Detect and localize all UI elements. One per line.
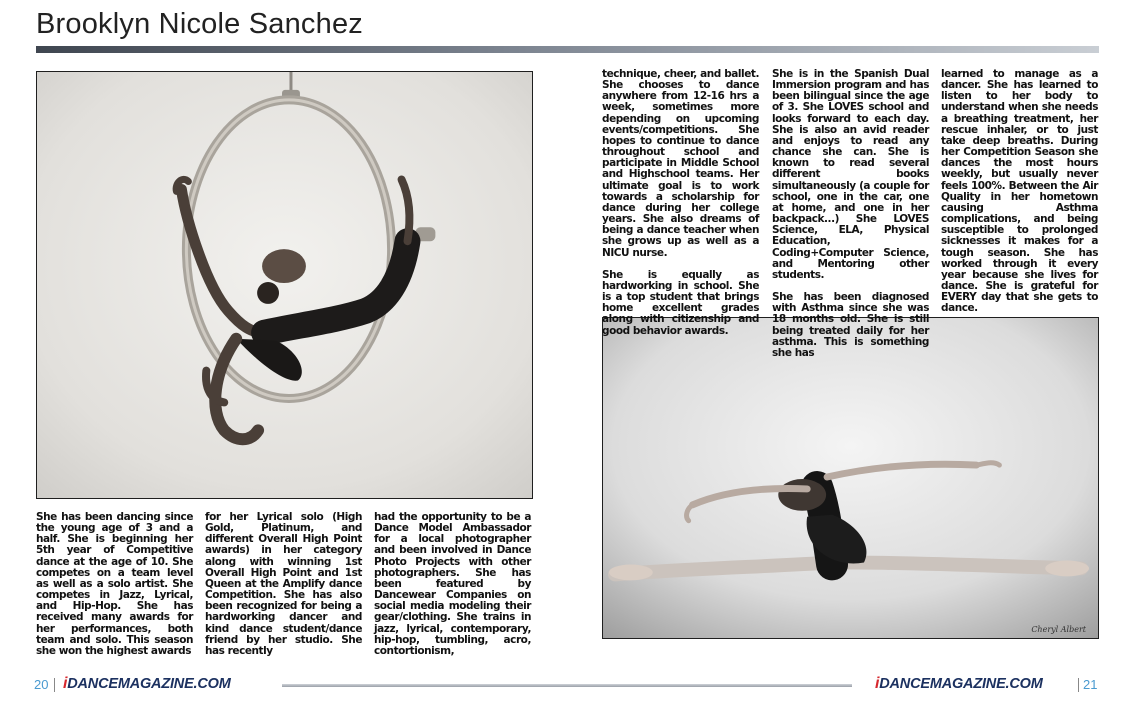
brand-magazine: MAGAZINE — [929, 676, 1006, 692]
body-text-column-6: learned to manage as a dancer. She has learned to listen to her body to understand when she needs a breathing treatment, her rescue inhaler, or to just take deep breaths. During her Competition Season she dances the most hours weekly, but usually never feels 100%. Between the Air Quality in her hometown causing Asthma complications, and being susceptible to prolonged sicknesses it makes for a tough season. She has worked through it every year because she lives for dance. She is grateful for EVERY day that she gets to dance. — [941, 68, 1098, 315]
left-page-separator — [54, 678, 55, 692]
brand-dance: DANCE — [879, 676, 930, 692]
aerial-hoop-photo — [36, 71, 533, 499]
brand-i: i — [63, 675, 68, 692]
brand-magazine: MAGAZINE — [117, 676, 194, 692]
body-text-column-3: had the opportunity to be a Dance Model Ambassador for a local photographer and been involved in Dance Photo Projects with other photographers. She has been featured by Dancewear Companies on social media modeling their gear/clothing. She trains in jazz, lyrical, contemporary, hip-hop, tumbling, acro, contortionism, — [374, 511, 531, 657]
body-text-column-2: for her Lyrical solo (High Gold, Platinum, and different Overall High Point awards) in her category along with winning 1st Overall High Point and 1st Queen at the Amplify dance Competition. She has also been recognized for being a hardworking dancer and kind dance student/dance friend by her studio. She has recently — [205, 511, 362, 657]
brand-dance: DANCE — [67, 676, 118, 692]
brand-com: .COM — [193, 676, 231, 692]
title-rule — [36, 46, 1099, 53]
brand-com: .COM — [1005, 676, 1043, 692]
aerial-hoop-image — [37, 72, 532, 498]
brand-i: i — [875, 675, 880, 692]
right-page-separator — [1078, 678, 1079, 692]
right-page-number: 21 — [1083, 677, 1098, 692]
right-brand-logo[interactable] — [875, 675, 1043, 693]
floor-split-photo — [602, 317, 1099, 639]
body-text-column-1: She has been dancing since the young age of 3 and a half. She is beginning her 5th year of Competitive dance at the age of 10. She competes on a team level as well as a solo artist. She competes in Jazz, Lyrical, and Hip-Hop. She has received many awards for her performances, both team and solo. This season she won the highest awards — [36, 511, 193, 657]
footer-rule-left — [282, 684, 567, 687]
footer-rule-right — [567, 684, 852, 687]
left-brand-logo[interactable] — [63, 675, 231, 693]
body-text-column-5: She is in the Spanish Dual Immersion program and has been bilingual since the age of 3. She LOVES school and looks forward to each day. She is also an avid reader and enjoys to read any chance she can. She is known to read several different books simultaneously (a couple for school, one in the car, one at home, and one in her backpack...) She LOVES Science, ELA, Physical Education, Coding+Computer Science, and Mentoring other students. She has been diagnosed with Asthma since she was 18 months old. She is still being treated daily for her asthma. This is something she has — [772, 68, 929, 359]
floor-split-image — [603, 318, 1098, 638]
body-text-column-4: technique, cheer, and ballet. She chooses to dance anywhere from 12-16 hrs a week, sometimes more depending on upcoming events/competitions. She hopes to continue to dance throughout school and participate in Middle School and Highschool teams. Her ultimate goal is to work towards a scholarship for dance during her college years. She also dreams of being a dance teacher when she grows up as well as a NICU nurse. She is equally as hardworking in school. She is a top student that brings home excellent grades along with citizenship and good behavior awards. — [602, 68, 759, 337]
left-page-number: 20 — [34, 677, 49, 692]
page-title: Brooklyn Nicole Sanchez — [36, 8, 363, 40]
photographer-signature: Cheryl Albert — [1031, 625, 1086, 634]
